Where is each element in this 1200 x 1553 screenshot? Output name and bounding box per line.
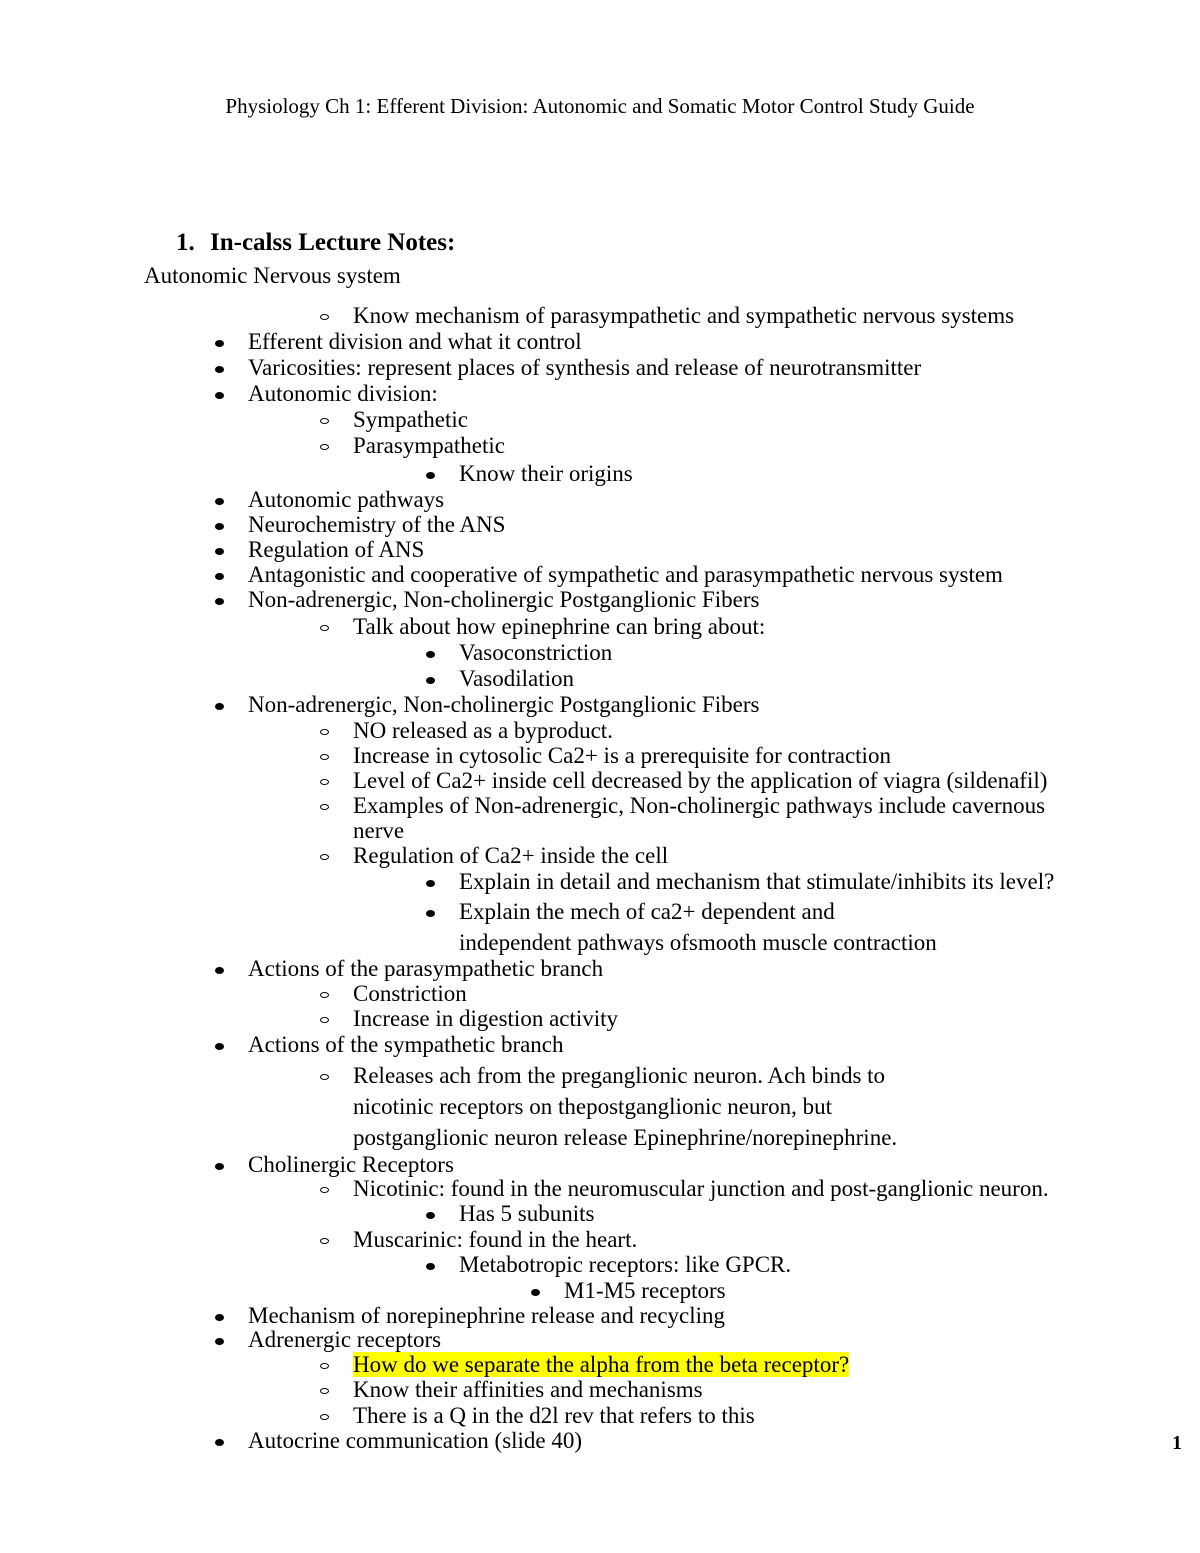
bullet-disc-icon [426, 1212, 435, 1219]
bullet-disc-icon [215, 523, 224, 530]
bullet-circle-icon [320, 1187, 329, 1193]
list-item: Autocrine communication (slide 40) [248, 1428, 583, 1453]
list-item: Parasympathetic [353, 433, 506, 458]
list-item: Talk about how epinephrine can bring about: [353, 614, 766, 639]
bullet-disc-icon [215, 548, 224, 555]
bullet-circle-icon [320, 1363, 329, 1369]
list-item: nicotinic receptors on thepostganglionic neuron, but [353, 1094, 833, 1119]
bullet-disc-icon [215, 598, 224, 605]
bullet-circle-icon [320, 625, 329, 631]
bullet-disc-icon [215, 1314, 224, 1321]
list-item: Adrenergic receptors [248, 1327, 442, 1352]
bullet-disc-icon [215, 1043, 224, 1050]
bullet-disc-icon [215, 1439, 224, 1446]
list-item: Non-adrenergic, Non-cholinergic Postganglionic Fibers [248, 692, 760, 717]
list-item: Vasodilation [459, 666, 574, 691]
list-item: nerve [353, 818, 405, 843]
bullet-circle-icon [320, 418, 329, 424]
list-item: Explain in detail and mechanism that stimulate/inhibits its level? [459, 869, 1055, 894]
section-subheading: Autonomic Nervous system [144, 263, 401, 288]
list-item: Know their origins [459, 461, 633, 486]
list-item: Know mechanism of parasympathetic and sympathetic nervous systems [353, 303, 1015, 328]
list-item: Actions of the parasympathetic branch [248, 956, 604, 981]
bullet-disc-icon [426, 910, 435, 917]
list-item: Regulation of Ca2+ inside the cell [353, 843, 669, 868]
list-item: Releases ach from the preganglionic neuron. Ach binds to [353, 1063, 886, 1088]
bullet-disc-icon [426, 1263, 435, 1270]
bullet-disc-icon [426, 677, 435, 684]
bullet-circle-icon [320, 1017, 329, 1023]
list-item: Mechanism of norepinephrine release and recycling [248, 1303, 726, 1328]
bullet-disc-icon [215, 392, 224, 399]
section-heading-text: In-calss Lecture Notes: [210, 229, 456, 256]
list-item: How do we separate the alpha from the beta receptor? [353, 1352, 850, 1377]
list-item: Explain the mech of ca2+ dependent and [459, 899, 835, 924]
bullet-circle-icon [320, 1414, 329, 1420]
bullet-disc-icon [215, 573, 224, 580]
list-item: Know their affinities and mechanisms [353, 1377, 703, 1402]
bullet-circle-icon [320, 992, 329, 998]
bullet-disc-icon [531, 1289, 540, 1296]
list-item: Increase in digestion activity [353, 1006, 619, 1031]
bullet-disc-icon [215, 340, 224, 347]
list-item: There is a Q in the d2l rev that refers to this [353, 1403, 755, 1428]
list-item: M1-M5 receptors [564, 1278, 726, 1303]
bullet-circle-icon [320, 754, 329, 760]
bullet-circle-icon [320, 854, 329, 860]
bullet-circle-icon [320, 779, 329, 785]
list-item: postganglionic neuron release Epinephrine/norepinephrine. [353, 1125, 898, 1150]
bullet-circle-icon [320, 1388, 329, 1394]
list-item: Constriction [353, 981, 467, 1006]
list-item: Has 5 subunits [459, 1201, 595, 1226]
list-item: Level of Ca2+ inside cell decreased by the application of viagra (sildenafil) [353, 768, 1048, 793]
list-item: Efferent division and what it control [248, 329, 582, 354]
bullet-disc-icon [215, 498, 224, 505]
page-title: Physiology Ch 1: Efferent Division: Autonomic and Somatic Motor Control Study Guide [225, 94, 975, 118]
bullet-disc-icon [215, 967, 224, 974]
list-item: Vasoconstriction [459, 640, 613, 665]
list-item: Non-adrenergic, Non-cholinergic Postganglionic Fibers [248, 587, 760, 612]
list-item: independent pathways ofsmooth muscle contraction [459, 930, 937, 955]
bullet-circle-icon [320, 729, 329, 735]
bullet-circle-icon [320, 1074, 329, 1080]
bullet-disc-icon [215, 1338, 224, 1345]
bullet-circle-icon [320, 1238, 329, 1244]
list-item: Regulation of ANS [248, 537, 425, 562]
bullet-disc-icon [215, 703, 224, 710]
bullet-disc-icon [426, 472, 435, 479]
bullet-circle-icon [320, 804, 329, 810]
bullet-circle-icon [320, 314, 329, 320]
list-item: Actions of the sympathetic branch [248, 1032, 564, 1057]
list-item: NO released as a byproduct. [353, 718, 613, 743]
list-item: Varicosities: represent places of synthesis and release of neurotransmitter [248, 355, 922, 380]
list-item: Sympathetic [353, 407, 468, 432]
bullet-disc-icon [215, 366, 224, 373]
list-item: Autonomic division: [248, 381, 438, 406]
bullet-disc-icon [426, 651, 435, 658]
list-item: Examples of Non-adrenergic, Non-cholinergic pathways include cavernous [353, 793, 1046, 818]
list-item: Autonomic pathways [248, 487, 445, 512]
list-item: Nicotinic: found in the neuromuscular junction and post-ganglionic neuron. [353, 1176, 1049, 1201]
list-item: Neurochemistry of the ANS [248, 512, 506, 537]
list-item: Muscarinic: found in the heart. [353, 1227, 638, 1252]
bullet-disc-icon [215, 1163, 224, 1170]
list-item: Cholinergic Receptors [248, 1152, 454, 1177]
section-number: 1. [176, 229, 195, 256]
bullet-circle-icon [320, 444, 329, 450]
page-number: 1 [1172, 1432, 1182, 1454]
list-item: Increase in cytosolic Ca2+ is a prerequisite for contraction [353, 743, 891, 768]
list-item: Metabotropic receptors: like GPCR. [459, 1252, 792, 1277]
list-item: Antagonistic and cooperative of sympathetic and parasympathetic nervous system [248, 562, 1003, 587]
bullet-disc-icon [426, 880, 435, 887]
